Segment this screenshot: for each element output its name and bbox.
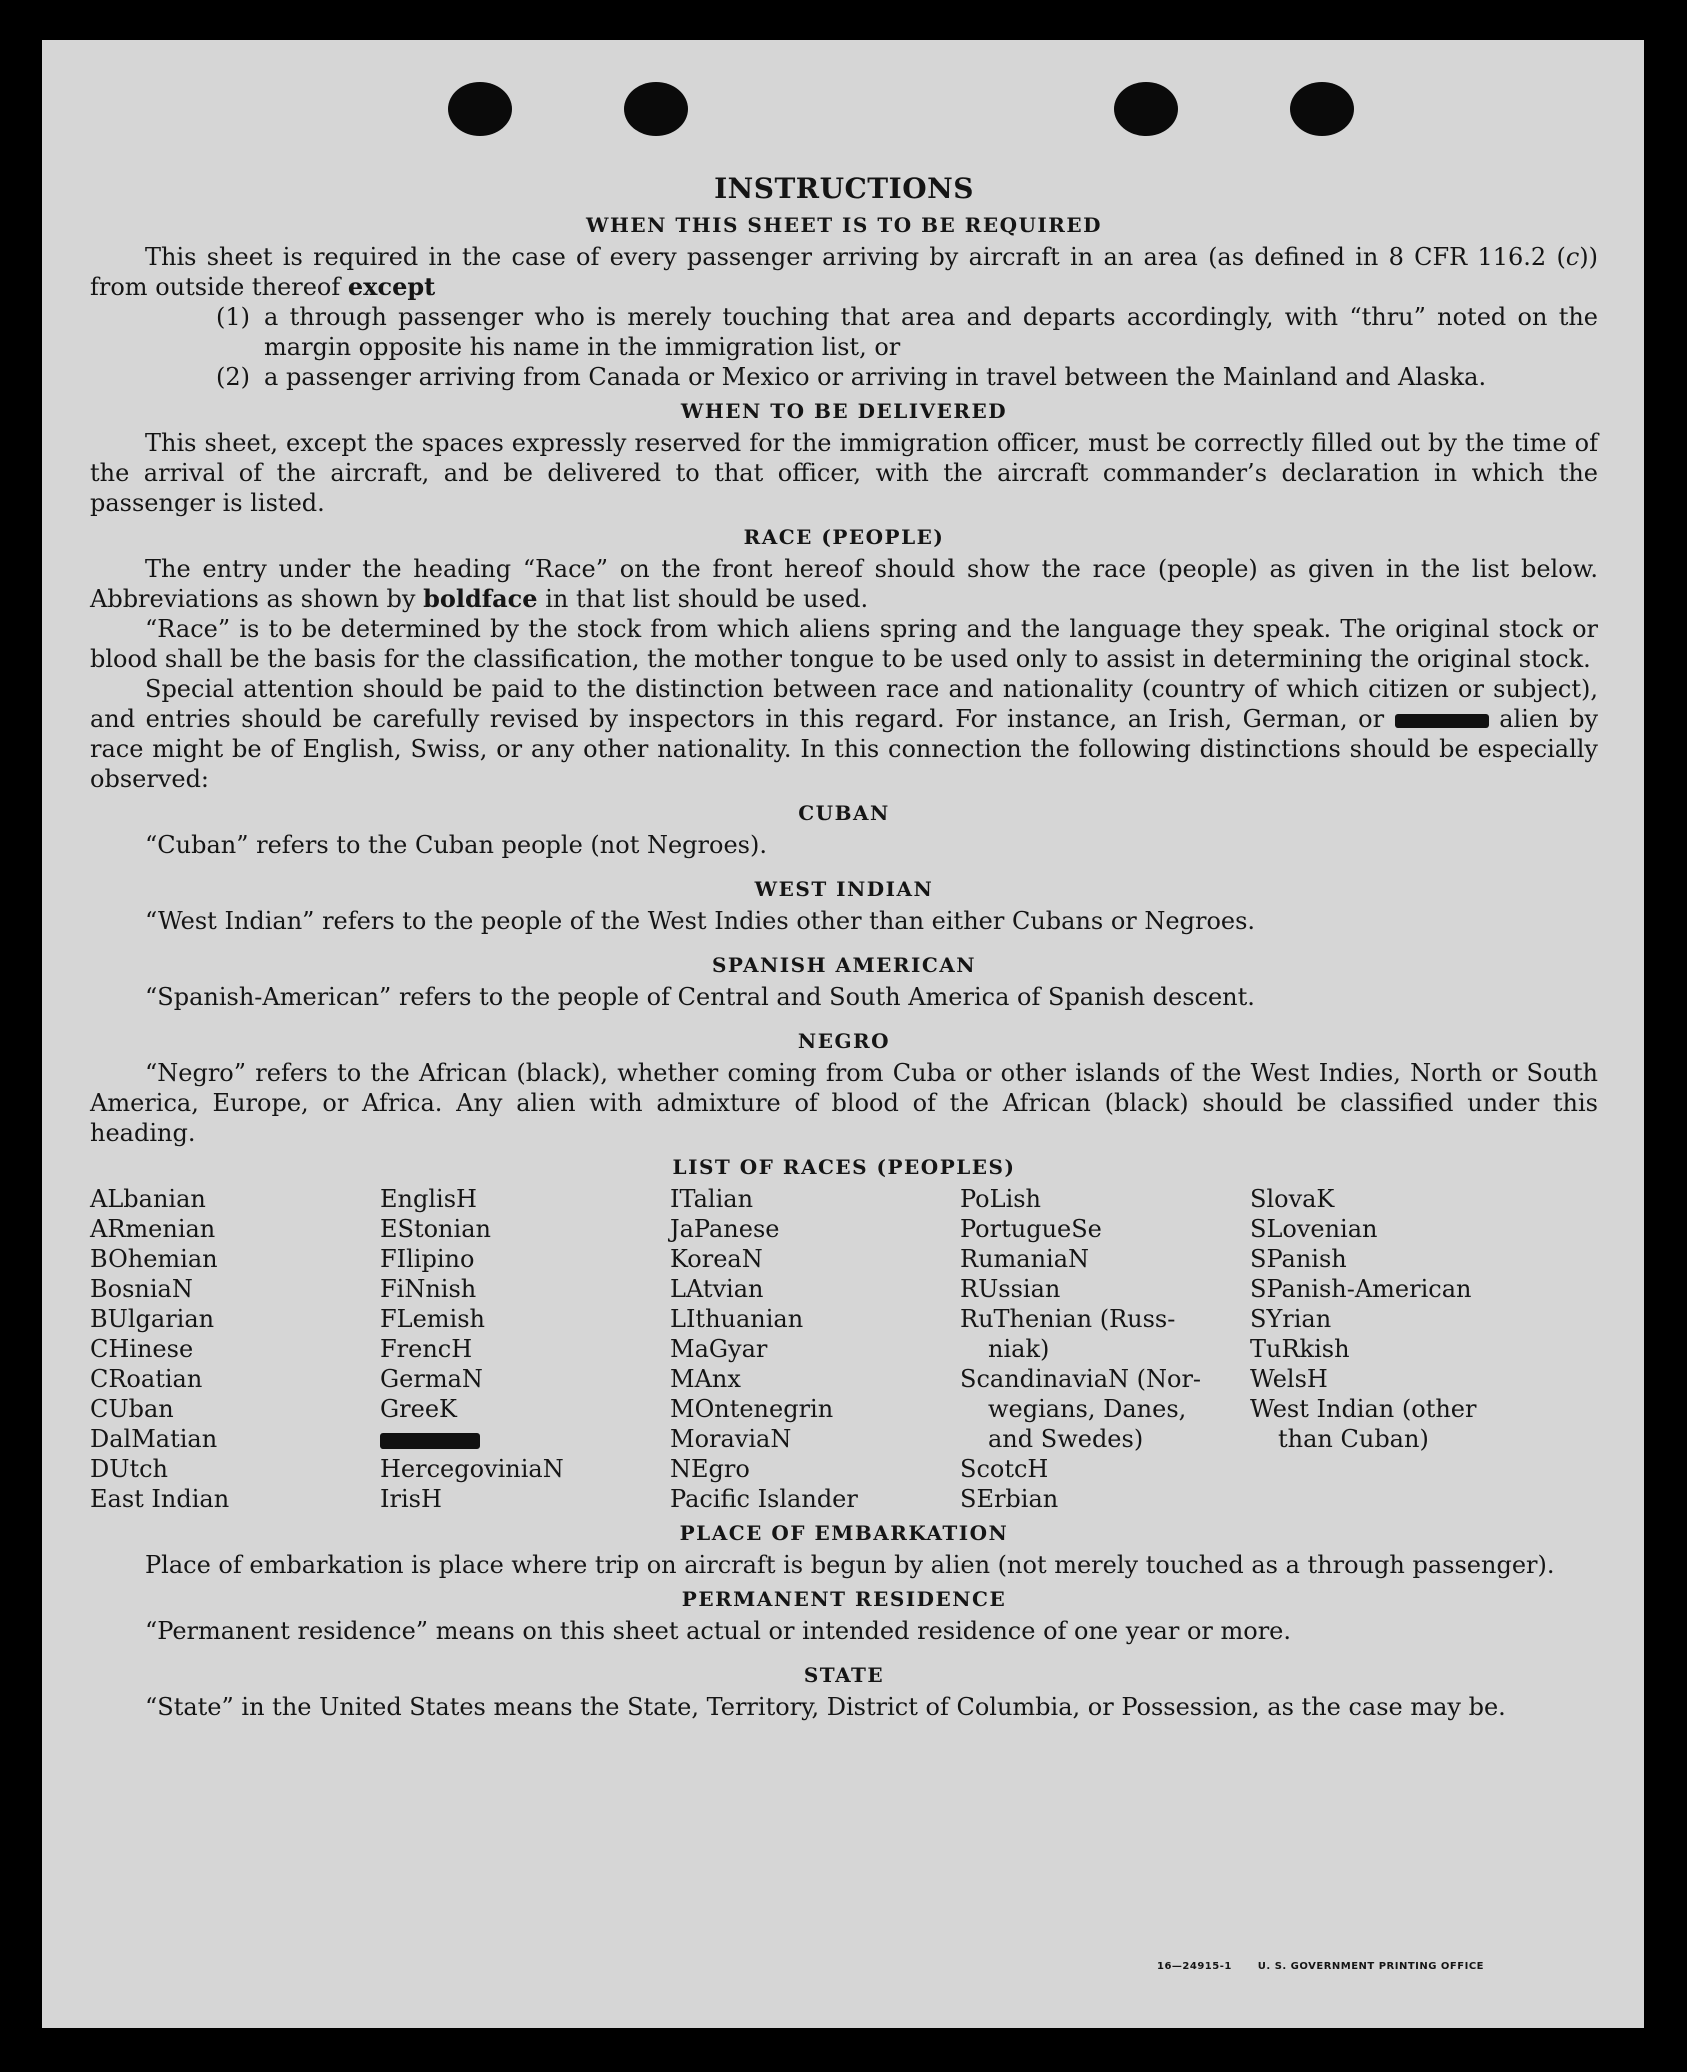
heading-cuban: CUBAN	[798, 801, 890, 825]
race-entry: DalMatian	[90, 1425, 218, 1453]
race-entry: SPanish-American	[1250, 1275, 1472, 1303]
race-entry: MaGyar	[670, 1335, 768, 1363]
heading-when-required: WHEN THIS SHEET IS TO BE REQUIRED	[586, 213, 1102, 237]
delivered-text: This sheet, except the spaces expressly reserved for the immigration officer, must be correctly filled out by the time of the arrival of the aircraft, and be delivered to that officer, with the aircraft commander’s declaration in which the passenger is listed.	[90, 429, 1598, 517]
race-entry: MoraviaN	[670, 1425, 792, 1453]
heading-list-of-races: LIST OF RACES (PEOPLES)	[672, 1155, 1016, 1179]
race-entry: HercegoviniaN	[380, 1455, 564, 1483]
race-entry-redacted	[380, 1424, 670, 1454]
race-entry: RuThenian (Russ-	[960, 1305, 1176, 1333]
race-entry: East Indian	[90, 1485, 230, 1513]
form-number: 16—24915-1	[1156, 1961, 1232, 1972]
page-title: INSTRUCTIONS	[714, 172, 974, 205]
race-entry: RumaniaN	[960, 1245, 1090, 1273]
race-entry: Pacific Islander	[670, 1485, 858, 1513]
redaction-mark	[380, 1433, 480, 1449]
race-entry: JaPanese	[670, 1215, 780, 1243]
race-entry: NEgro	[670, 1455, 750, 1483]
race-column	[1250, 1184, 1598, 1514]
race-entry: ALbanian	[90, 1185, 206, 1213]
race-entry: niak)	[988, 1335, 1050, 1363]
race-entry: SPanish	[1250, 1245, 1347, 1273]
race-entry: CRoatian	[90, 1365, 203, 1393]
printer-credit: U. S. GOVERNMENT PRINTING OFFICE	[1257, 1961, 1484, 1972]
race-list	[90, 1184, 1598, 1514]
race-entry: FLemish	[380, 1305, 485, 1333]
race-entry: LIthuanian	[670, 1305, 804, 1333]
heading-negro: NEGRO	[797, 1029, 891, 1053]
race-entry: PortugueSe	[960, 1215, 1102, 1243]
race-entry: PoLish	[960, 1185, 1042, 1213]
race-entry: SLovenian	[1250, 1215, 1378, 1243]
heading-state: STATE	[803, 1663, 885, 1687]
race-entry: KoreaN	[670, 1245, 763, 1273]
race-entry: MAnx	[670, 1365, 741, 1393]
race-entry: GermaN	[380, 1365, 483, 1393]
west-indian-text: “West Indian” refers to the people of the West Indies other than either Cubans or Negroes.	[145, 907, 1256, 935]
race-entry: SYrian	[1250, 1305, 1332, 1333]
print-footer	[1135, 1961, 1484, 1972]
punch-hole	[1290, 82, 1354, 136]
heading-spanish-american: SPANISH AMERICAN	[711, 953, 977, 977]
race-entry: CUban	[90, 1395, 174, 1423]
heading-west-indian: WEST INDIAN	[754, 877, 934, 901]
residence-text: “Permanent residence” means on this sheet actual or intended residence of one year or more.	[145, 1617, 1291, 1645]
punch-hole	[448, 82, 512, 136]
heading-embarkation: PLACE OF EMBARKATION	[679, 1521, 1009, 1545]
race-paragraph-3: Special attention should be paid to the distinction between race and nationality (country of which citizen or subject), and entries should be carefully revised by inspectors in this regard. For instance, an Irish, German, or alien by race might be of English, Swiss, or any other nationality. In this connection the following distinctions should be especially observed:	[90, 675, 1599, 793]
document-page	[42, 40, 1644, 2028]
race-entry: EnglisH	[380, 1185, 477, 1213]
race-entry: FiNnish	[380, 1275, 477, 1303]
race-entry: SlovaK	[1250, 1185, 1335, 1213]
race-entry: CHinese	[90, 1335, 194, 1363]
state-text: “State” in the United States means the State, Territory, District of Columbia, or Possession, as the case may be.	[145, 1693, 1506, 1721]
heading-race: RACE (PEOPLE)	[743, 525, 945, 549]
race-entry: RUssian	[960, 1275, 1061, 1303]
race-entry: FrencH	[380, 1335, 473, 1363]
punch-hole	[1114, 82, 1178, 136]
race-column	[960, 1184, 1250, 1514]
race-entry: GreeK	[380, 1395, 457, 1423]
race-entry: IrisH	[380, 1485, 442, 1513]
heading-when-delivered: WHEN TO BE DELIVERED	[680, 399, 1008, 423]
race-entry: and Swedes)	[988, 1425, 1144, 1453]
race-paragraph-2: “Race” is to be determined by the stock from which aliens spring and the language they speak. The original stock or blood shall be the basis for the classification, the mother tongue to be used only to assist in determining the original stock.	[90, 615, 1598, 673]
race-entry: ITalian	[670, 1185, 754, 1213]
punch-hole	[624, 82, 688, 136]
cuban-text: “Cuban” refers to the Cuban people (not Negroes).	[145, 831, 767, 859]
negro-text: “Negro” refers to the African (black), whether coming from Cuba or other islands of the West Indies, North or South America, Europe, or Africa. Any alien with admixture of blood of the African (black) should be classified under this heading.	[90, 1059, 1598, 1147]
race-entry: LAtvian	[670, 1275, 764, 1303]
race-entry: ScandinaviaN (Nor-	[960, 1365, 1202, 1393]
race-column	[670, 1184, 960, 1514]
race-entry: BOhemian	[90, 1245, 218, 1273]
race-paragraph-1: The entry under the heading “Race” on the front hereof should show the race (people) as given in the list below. Abbreviations as shown by boldface in that list should be used.	[90, 555, 1598, 613]
redaction-mark	[1395, 714, 1489, 728]
race-entry: than Cuban)	[1278, 1425, 1429, 1453]
race-entry: West Indian (other	[1250, 1395, 1477, 1423]
race-entry: TuRkish	[1250, 1335, 1350, 1363]
required-intro: This sheet is required in the case of every passenger arriving by aircraft in an area (as defined in 8 CFR 116.2 (c)) from outside thereof except	[90, 243, 1598, 301]
race-entry: FIlipino	[380, 1245, 475, 1273]
race-column	[380, 1184, 670, 1514]
heading-residence: PERMANENT RESIDENCE	[681, 1587, 1007, 1611]
exception-item-2: (2) a passenger arriving from Canada or Mexico or arriving in travel between the Mainland and Alaska.	[216, 363, 1487, 391]
race-entry: BUlgarian	[90, 1305, 215, 1333]
race-entry: MOntenegrin	[670, 1395, 834, 1423]
race-column	[90, 1184, 380, 1514]
race-entry: SErbian	[960, 1485, 1059, 1513]
race-entry: ScotcH	[960, 1455, 1049, 1483]
race-entry: wegians, Danes,	[988, 1395, 1187, 1423]
race-entry: DUtch	[90, 1455, 169, 1483]
race-entry: EStonian	[380, 1215, 491, 1243]
race-entry: BosniaN	[90, 1275, 193, 1303]
spanish-american-text: “Spanish-American” refers to the people of Central and South America of Spanish descent.	[145, 983, 1255, 1011]
race-entry: WelsH	[1250, 1365, 1328, 1393]
exception-item-1: (1) a through passenger who is merely touching that area and departs accordingly, with “thru” noted on the margin opposite his name in the immigration list, or	[216, 303, 1598, 361]
embarkation-text: Place of embarkation is place where trip on aircraft is begun by alien (not merely touched as a through passenger).	[145, 1551, 1555, 1579]
race-entry: ARmenian	[90, 1215, 216, 1243]
